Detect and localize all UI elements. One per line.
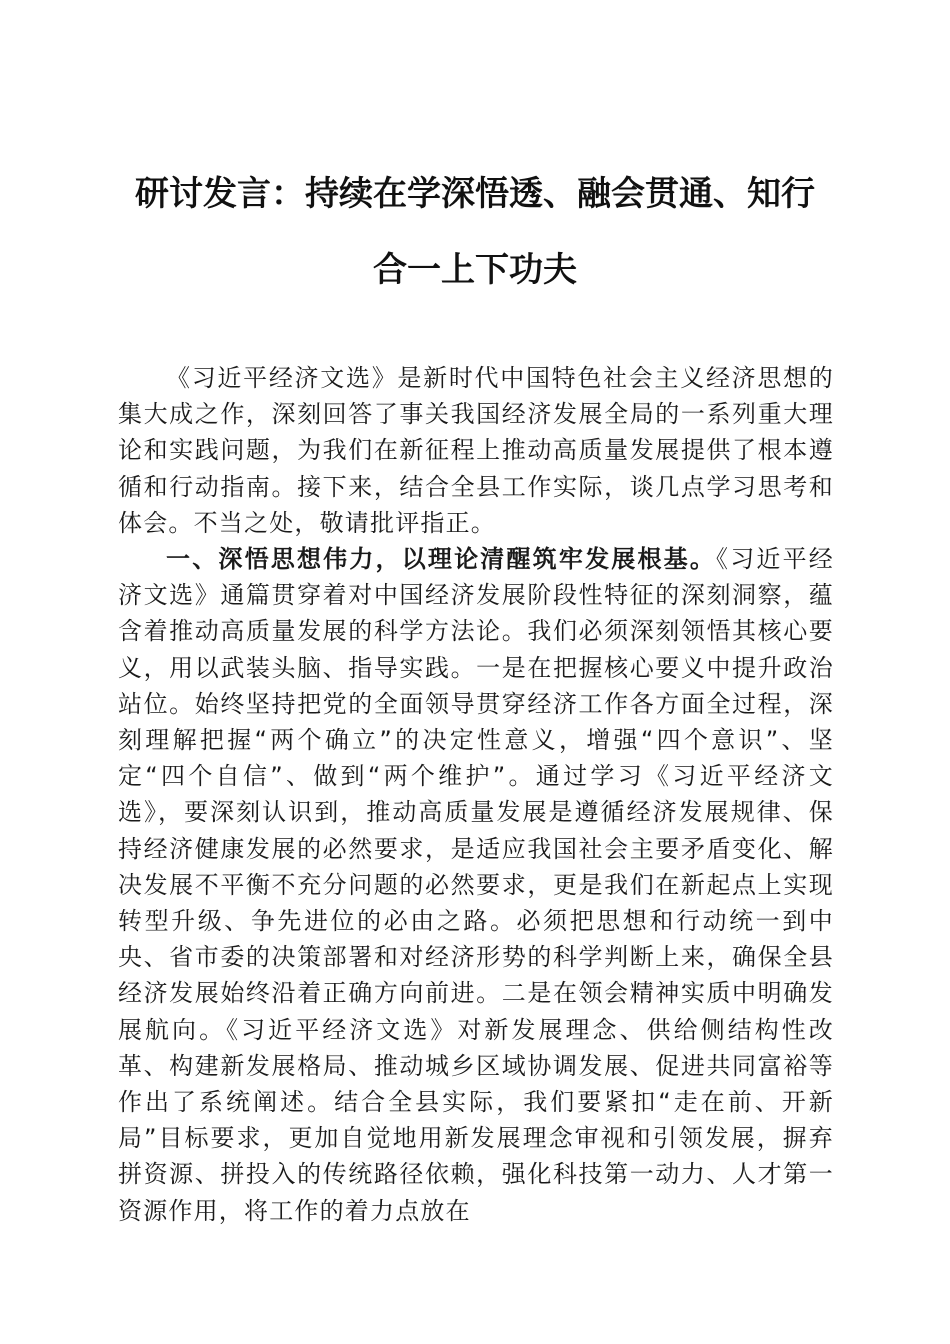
title-line-2: 合一上下功夫: [373, 250, 577, 290]
section-1-body: 《习近平经济文选》通篇贯穿着对中国经济发展阶段性特征的深刻洞察，蕴含着推动高质量发展的科学方法论。我们必须深刻领悟其核心要义，用以武装头脑、指导实践。一是在把握核心要义中提升政治站位。始终坚持把党的全面领导贯穿经济工作各方面全过程，深刻理解把握“两个确立”的决定性意义，增强“四个意识”、坚定“四个自信”、做到“两个维护”。通过学习《习近平经济文选》，要深刻认识到，推动高质量发展是遵循经济发展规律、保持经济健康发展的必然要求，是适应我国社会主要矛盾变化、解决发展不平衡不充分问题的必然要求，更是我们在新起点上实现转型升级、争先进位的必由之路。必须把思想和行动统一到中央、省市委的决策部署和对经济形势的科学判断上来，确保全县经济发展始终沿着正确方向前进。二是在领会精神实质中明确发展航向。《习近平经济文选》对新发展理念、供给侧结构性改革、构建新发展格局、推动城乡区域协调发展、促进共同富裕等作出了系统阐述。结合全县实际，我们要紧扣“走在前、开新局”目标要求，更加自觉地用新发展理念审视和引领发展，摒弃拼资源、拼投入的传统路径依赖，强化科技第一动力、人才第一资源作用，将工作的着力点放在: [118, 545, 834, 1225]
document-body: [118, 360, 834, 1229]
document-title: [100, 166, 850, 318]
section-1-heading: 一、深悟思想伟力，以理论清醒筑牢发展根基。: [166, 545, 717, 574]
title-line-1: 研讨发言：持续在学深悟透、融会贯通、知行: [135, 174, 815, 214]
intro-paragraph: 《习近平经济文选》是新时代中国特色社会主义经济思想的集大成之作，深刻回答了事关我国经济发展全局的一系列重大理论和实践问题，为我们在新征程上推动高质量发展提供了根本遵循和行动指南。接下来，结合全县工作实际，谈几点学习思考和体会。不当之处，敬请批评指正。: [118, 364, 834, 537]
section-1-paragraph: [118, 541, 834, 1229]
